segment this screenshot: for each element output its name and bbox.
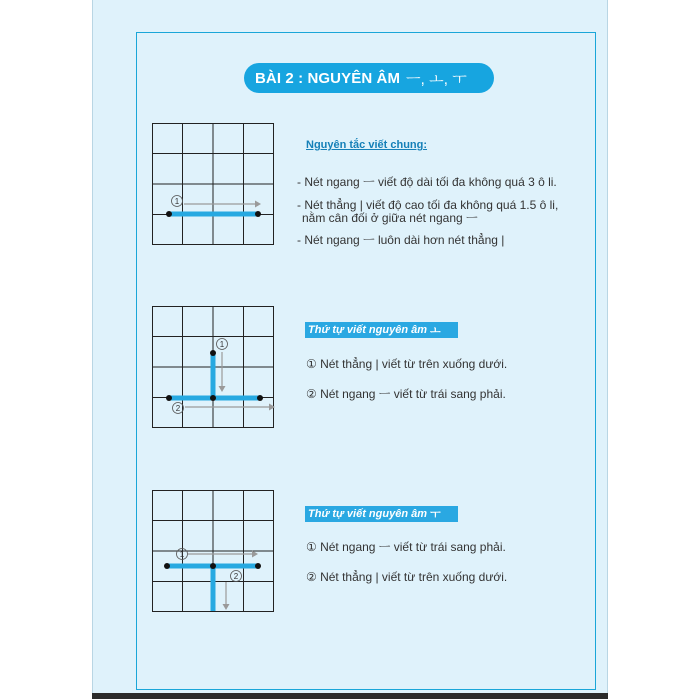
vowel-u-heading-text: Thứ tự viết nguyên âm bbox=[308, 508, 427, 520]
svg-text:1: 1 bbox=[219, 340, 225, 349]
stroke-endpoint bbox=[210, 563, 216, 569]
writing-grid bbox=[152, 123, 274, 245]
vowel-u-step: ② Nét thẳng | viết từ trên xuống dưới. bbox=[306, 570, 508, 584]
vowel-u-step: ① Nét ngang ㅡ viết từ trái sang phải. bbox=[306, 540, 506, 554]
lesson-title-text: BÀI 2 : NGUYÊN ÂM bbox=[255, 69, 401, 87]
grid-vowel-u bbox=[152, 490, 274, 612]
lesson-title bbox=[244, 63, 494, 93]
page-shadow bbox=[92, 693, 608, 699]
vowel-o-heading bbox=[305, 322, 458, 338]
stroke-direction-arrow bbox=[184, 201, 261, 208]
lesson-title-glyphs: ㅡ, ㅗ, ㅜ bbox=[406, 70, 467, 88]
vowel-u-glyph: ㅜ bbox=[430, 509, 441, 521]
vowel-o-heading-text: Thứ tự viết nguyên âm bbox=[308, 324, 427, 336]
stroke-endpoint bbox=[255, 563, 261, 569]
svg-text:1: 1 bbox=[179, 550, 185, 559]
stroke-direction-arrow bbox=[219, 352, 226, 392]
general-rule-line: - Nét thẳng | viết độ cao tối đa không quá 1.5 ô li, bbox=[297, 198, 559, 212]
stroke-order-number: 1 bbox=[174, 197, 180, 206]
grid-vowel-o bbox=[152, 306, 274, 428]
stroke-direction-arrow bbox=[185, 404, 275, 411]
general-rule-line: - Nét ngang ㅡ luôn dài hơn nét thẳng | bbox=[297, 233, 505, 247]
vowel-o-step: ② Nét ngang ㅡ viết từ trái sang phải. bbox=[306, 387, 506, 401]
general-rule-line: - Nét ngang ㅡ viết độ dài tối đa không quá 3 ô li. bbox=[297, 175, 557, 189]
page-edge bbox=[92, 0, 93, 699]
stroke-direction-arrow bbox=[223, 582, 230, 610]
stroke-endpoint bbox=[210, 395, 216, 401]
stroke-endpoint bbox=[164, 563, 170, 569]
general-rule-line: nằm cân đối ở giữa nét ngang ㅡ bbox=[302, 211, 478, 225]
vowel-o-glyph: ㅗ bbox=[430, 325, 441, 337]
stroke-endpoint bbox=[255, 211, 261, 217]
stroke-endpoint bbox=[166, 395, 172, 401]
stroke-direction-arrow bbox=[188, 551, 258, 558]
svg-text:2: 2 bbox=[233, 572, 239, 581]
stroke-endpoint bbox=[166, 211, 172, 217]
general-rules-heading: Nguyên tắc viết chung: bbox=[306, 139, 428, 151]
stroke-endpoint bbox=[257, 395, 263, 401]
vowel-o-step: ① Nét thẳng | viết từ trên xuống dưới. bbox=[306, 357, 508, 371]
grid-horizontal-stroke bbox=[152, 123, 274, 245]
vowel-u-heading bbox=[305, 506, 458, 522]
svg-text:2: 2 bbox=[175, 404, 181, 413]
stroke-endpoint bbox=[210, 350, 216, 356]
page-edge bbox=[607, 0, 608, 699]
